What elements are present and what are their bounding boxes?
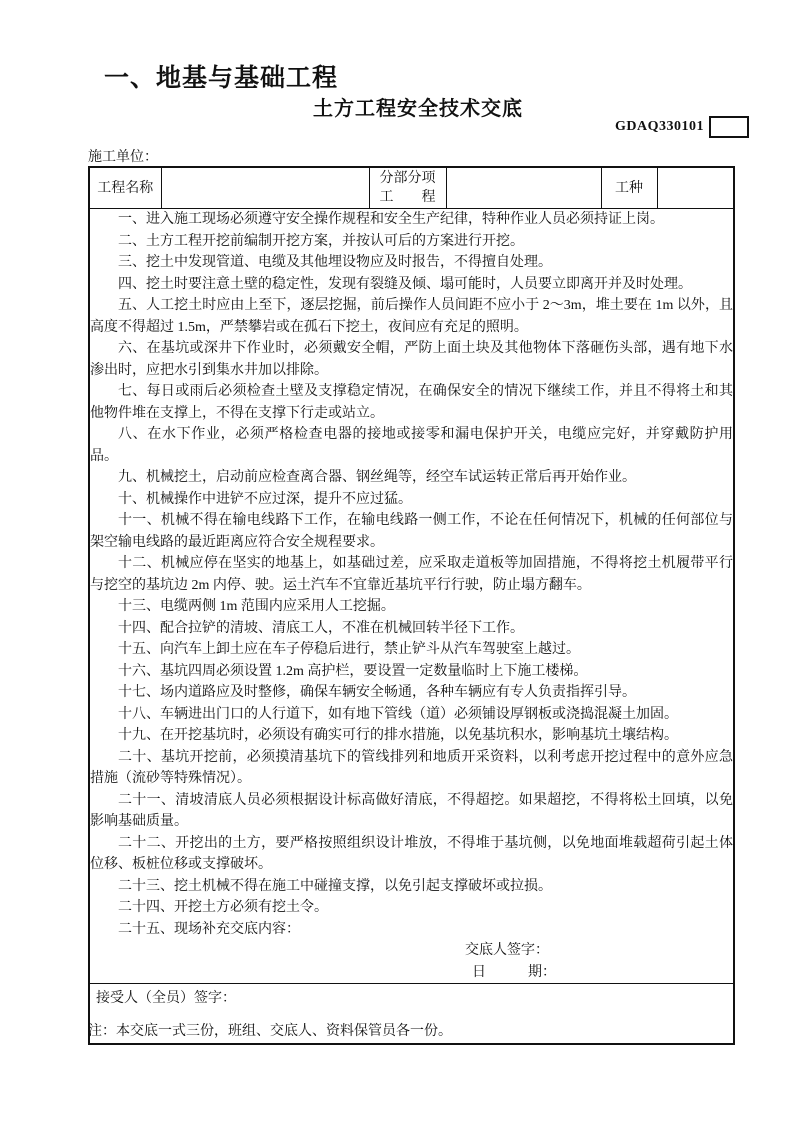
safety-item: 二、土方工程开挖前编制开挖方案，并按认可后的方案进行开挖。 [118, 233, 524, 249]
safety-item: 十三、电缆两侧 1m 范围内应采用人工挖掘。 [118, 599, 395, 614]
project-name-value-cell [161, 167, 369, 209]
sub-project-value-cell [446, 167, 601, 209]
safety-item: 四、挖土时要注意土壁的稳定性，发现有裂缝及倾、塌可能时，人员要立即离开并及时处理。 [118, 276, 692, 292]
safety-item: 二十、基坑开挖前，必须摸清基坑下的管线排列和地质开采资料，以利考虑开挖过程中的意外应急措施（流砂等特殊情况）。 [90, 749, 733, 786]
doc-code-box [709, 116, 749, 138]
safety-items-cell [89, 209, 734, 984]
doc-code: GDAQ330101 [615, 119, 704, 134]
construction-unit-label: 施工单位： [88, 150, 158, 165]
work-type-label-cell: 工种 [601, 167, 657, 209]
safety-item: 九、机械挖土，启动前应检查离合器、钢丝绳等，经空车试运转正常后再开始作业。 [118, 470, 636, 485]
sub-project-label-line2: 工 程 [379, 190, 436, 205]
work-type-value-cell [657, 167, 734, 209]
safety-item: 十一、机械不得在输电线路下工作，在输电线路一侧工作，不论在任何情况下，机械的任何部位与架空输电线路的最近距离应符合安全规程要求。 [90, 513, 733, 550]
footer-note: 注：本交底一式三份，班组、交底人、资料保管员各一份。 [88, 1024, 452, 1039]
safety-item: 二十五、现场补充交底内容： [118, 921, 300, 937]
safety-item: 一、进入施工现场必须遵守安全操作规程和安全生产纪律，特种作业人员必须持证上岗。 [118, 212, 664, 227]
date-label: 日 期： [472, 964, 556, 980]
safety-item: 十七、场内道路应及时整修，确保车辆安全畅通，各种车辆应有专人负责指挥引导。 [118, 685, 636, 700]
safety-item: 十六、基坑四周必须设置 1.2m 高护栏，要设置一定数量临时上下施工楼梯。 [118, 663, 588, 679]
receiver-signature-cell: 接受人（全员）签字： [89, 984, 734, 1045]
sub-project-label-cell [369, 167, 446, 209]
safety-item: 八、在水下作业，必须严格检查电器的接地或接零和漏电保护开关，电缆应完好，并穿戴防护用品。 [90, 427, 733, 464]
form-table [88, 166, 735, 1045]
safety-item: 六、在基坑或深井下作业时，必须戴安全帽，严防上面土块及其他物体下落砸伤头部，遇有地下水渗出时，应把水引到集水井加以排除。 [90, 341, 733, 378]
safety-item: 五、人工挖土时应由上至下，逐层挖掘，前后操作人员间距不应小于 2～3m，堆土要在 1m 以外，且高度不得超过 1.5m，严禁攀岩或在孤石下挖土，夜间应有充足的照明。 [90, 298, 733, 335]
safety-item: 二十四、开挖土方必须有挖土令。 [118, 900, 328, 915]
safety-item: 二十三、挖土机械不得在施工中碰撞支撑，以免引起支撑破坏或拉损。 [118, 878, 552, 894]
safety-item: 十九、在开挖基坑时，必须设有确实可行的排水措施，以免基坑积水，影响基坑土壤结构。 [118, 728, 678, 743]
safety-items-list [90, 209, 733, 940]
sub-project-label-line1: 分部分项 [379, 171, 436, 186]
signature-block [465, 940, 733, 983]
safety-item: 十四、配合拉铲的清坡、清底工人，不准在机械回转半径下工作。 [118, 620, 524, 636]
safety-item: 十八、车辆进出门口的人行道下，如有地下管线（道）必须铺设厚钢板或浇捣混凝土加固。 [118, 706, 678, 722]
safety-item: 十五、向汽车上卸土应在车子停稳后进行，禁止铲斗从汽车驾驶室上越过。 [118, 642, 580, 657]
project-name-label-cell: 工程名称 [89, 167, 161, 209]
safety-item: 二十二、开挖出的土方，要严格按照组织设计堆放，不得堆于基坑侧，以免地面堆载超荷引起土体位移、板桩位移或支撑破坏。 [90, 835, 733, 872]
safety-item: 七、每日或雨后必须检查土壁及支撑稳定情况，在确保安全的情况下继续工作，并且不得将土和其他物件堆在支撑上，不得在支撑下行走或站立。 [90, 384, 733, 421]
doc-title: 土方工程安全技术交底 [313, 98, 523, 120]
safety-item: 十二、机械应停在坚实的地基上，如基础过差，应采取走道板等加固措施，不得将挖土机履带平行与挖空的基坑边 2m 内停、驶。运土汽车不宜靠近基坑平行行驶，防止塌方翻车。 [90, 556, 733, 593]
section-title: 一、地基与基础工程 [104, 64, 339, 92]
safety-item: 三、挖土中发现管道、电缆及其他埋设物应及时报告，不得擅自处理。 [118, 255, 552, 270]
form-header-row [89, 167, 734, 209]
safety-items-row [89, 209, 734, 984]
doc-code-row [615, 116, 749, 138]
safety-item: 二十一、清坡清底人员必须根据设计标高做好清底，不得超挖。如果超挖，不得将松土回填，以免影响基础质量。 [90, 792, 733, 829]
safety-item: 十、机械操作中进铲不应过深，提升不应过猛。 [118, 491, 412, 507]
discloser-signature-label: 交底人签字： [465, 943, 549, 958]
